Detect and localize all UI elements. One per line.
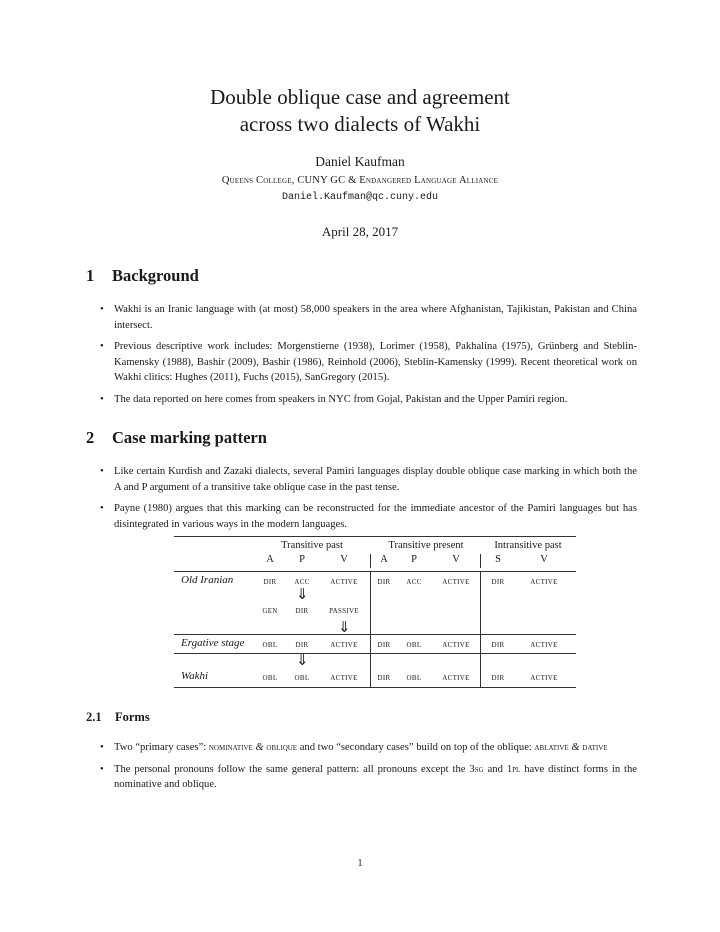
cell: obl bbox=[406, 639, 422, 650]
text: & bbox=[252, 742, 267, 753]
case-marking-bullet-list bbox=[100, 464, 637, 538]
row-label-wakhi: Wakhi bbox=[181, 670, 209, 682]
bullet-item: • Like certain Kurdish and Zazaki dialects, several Pamiri languages display double oblique case marking in which both the A and P argument of a transitive take oblique case in the past tense. bbox=[100, 464, 637, 495]
cell: active bbox=[442, 639, 470, 650]
text: have distinct forms in the nominative and oblique. bbox=[114, 763, 637, 790]
cell: obl bbox=[262, 639, 278, 650]
section-heading-case-marking bbox=[86, 428, 267, 448]
header-transitive-past: Transitive past bbox=[281, 540, 343, 551]
header-transitive-present: Transitive present bbox=[388, 540, 464, 551]
cell: obl bbox=[262, 672, 278, 683]
cell: dir bbox=[491, 639, 505, 650]
table-top-rule bbox=[174, 536, 576, 537]
subheader-v: V bbox=[340, 554, 348, 565]
text: Two “primary cases”: bbox=[114, 742, 209, 753]
cell: gen bbox=[262, 605, 278, 616]
cell: active bbox=[442, 576, 470, 587]
subheader-s: S bbox=[495, 554, 501, 565]
cell: active bbox=[530, 672, 558, 683]
cell: dir bbox=[377, 672, 391, 683]
term-oblique: oblique bbox=[266, 742, 298, 753]
cell: active bbox=[330, 672, 358, 683]
table-bottom-rule bbox=[174, 687, 576, 688]
background-bullet-list bbox=[100, 302, 637, 413]
subheader-a: A bbox=[266, 554, 274, 565]
affiliation: Queens College, CUNY GC & Endangered Language Alliance bbox=[221, 175, 499, 186]
cell: dir bbox=[263, 576, 277, 587]
cell: dir bbox=[491, 672, 505, 683]
bullet-item: • Payne (1980) argues that this marking can be reconstructed for the immediate ancestor of the Pamiri languages but has disintegrated in various ways in the modern languages. bbox=[100, 501, 637, 532]
section-title: Background bbox=[112, 266, 199, 285]
term-ablative: ablative bbox=[534, 742, 569, 753]
cell: active bbox=[530, 576, 558, 587]
subheader-p: P bbox=[411, 554, 417, 565]
cell: passive bbox=[329, 605, 359, 616]
forms-bullet-list bbox=[100, 740, 637, 799]
cell: obl bbox=[294, 672, 310, 683]
subheader-p: P bbox=[299, 554, 305, 565]
paper-title bbox=[0, 84, 720, 138]
cell: dir bbox=[377, 639, 391, 650]
author-email[interactable]: Daniel.Kaufman@qc.cuny.edu bbox=[281, 192, 439, 203]
row-label-ergative-stage: Ergative stage bbox=[181, 637, 245, 649]
cell: active bbox=[442, 672, 470, 683]
section-number: 1 bbox=[86, 266, 95, 285]
bullet-item bbox=[100, 762, 637, 793]
table-row-rule bbox=[174, 634, 576, 635]
cell: dir bbox=[491, 576, 505, 587]
header-divider bbox=[370, 554, 371, 568]
cell: acc bbox=[294, 576, 310, 587]
table-row-rule bbox=[174, 653, 576, 654]
cell: active bbox=[330, 576, 358, 587]
subheader-v: V bbox=[540, 554, 548, 565]
text: The personal pronouns follow the same general pattern: all pronouns except the bbox=[114, 763, 470, 775]
down-arrow-icon: ⇓ bbox=[296, 653, 309, 669]
subheader-a: A bbox=[380, 554, 388, 565]
bullet-item: • Wakhi is an Iranic language with (at most) 58,000 speakers in the area where Afghanistan, Tajikistan, Pakistan and China intersect. bbox=[100, 302, 637, 333]
page-number: 1 bbox=[357, 858, 363, 869]
gloss-3sg: 3sg bbox=[469, 763, 484, 775]
down-arrow-icon: ⇓ bbox=[296, 587, 309, 603]
subheader-v: V bbox=[452, 554, 460, 565]
bullet-item: • Previous descriptive work includes: Morgenstierne (1938), Lorimer (1958), Pakhalina (1975), Grünberg and Steblin-Kamensky (1988), Bashir (2009), Bashir (1986), Reinhold (2006), Steblin-Kamensky (1999). Recent theoretical work on Wakhi clitics: Hughes (2011), Fuchs (2015), SanGregory (2015). bbox=[100, 339, 637, 386]
bullet-item bbox=[100, 740, 637, 756]
cell: acc bbox=[406, 576, 422, 587]
subsection-heading-forms bbox=[86, 710, 150, 725]
gloss-1pl: 1pl bbox=[506, 763, 521, 775]
row-label-old-iranian: Old Iranian bbox=[181, 574, 234, 586]
column-divider bbox=[370, 571, 371, 687]
column-divider bbox=[480, 571, 481, 687]
cell: obl bbox=[406, 672, 422, 683]
header-divider bbox=[480, 554, 481, 568]
cell: dir bbox=[295, 605, 309, 616]
subsection-number: 2.1 bbox=[86, 710, 102, 724]
title-line-2: across two dialects of Wakhi bbox=[239, 112, 481, 136]
author-name: Daniel Kaufman bbox=[315, 154, 405, 169]
header-intransitive-past: Intransitive past bbox=[494, 540, 562, 551]
cell: active bbox=[330, 639, 358, 650]
text: and bbox=[483, 763, 507, 775]
bullet-item: • The data reported on here comes from speakers in NYC from Gojal, Pakistan and the Upper Pamiri region. bbox=[100, 392, 637, 408]
down-arrow-icon: ⇓ bbox=[338, 620, 351, 636]
cell: dir bbox=[295, 639, 309, 650]
section-heading-background bbox=[86, 266, 199, 286]
paper-date: April 28, 2017 bbox=[321, 224, 399, 239]
title-line-1: Double oblique case and agreement bbox=[210, 85, 510, 109]
text: & bbox=[568, 742, 583, 753]
term-dative: dative bbox=[582, 742, 608, 753]
section-title: Case marking pattern bbox=[112, 428, 267, 447]
term-nominative: nominative bbox=[208, 742, 253, 753]
table-header-rule bbox=[174, 571, 576, 572]
cell: dir bbox=[377, 576, 391, 587]
cell: active bbox=[530, 639, 558, 650]
text: and two “secondary cases” build on top of the oblique: bbox=[297, 742, 535, 753]
section-number: 2 bbox=[86, 428, 95, 447]
subsection-title: Forms bbox=[115, 710, 150, 724]
